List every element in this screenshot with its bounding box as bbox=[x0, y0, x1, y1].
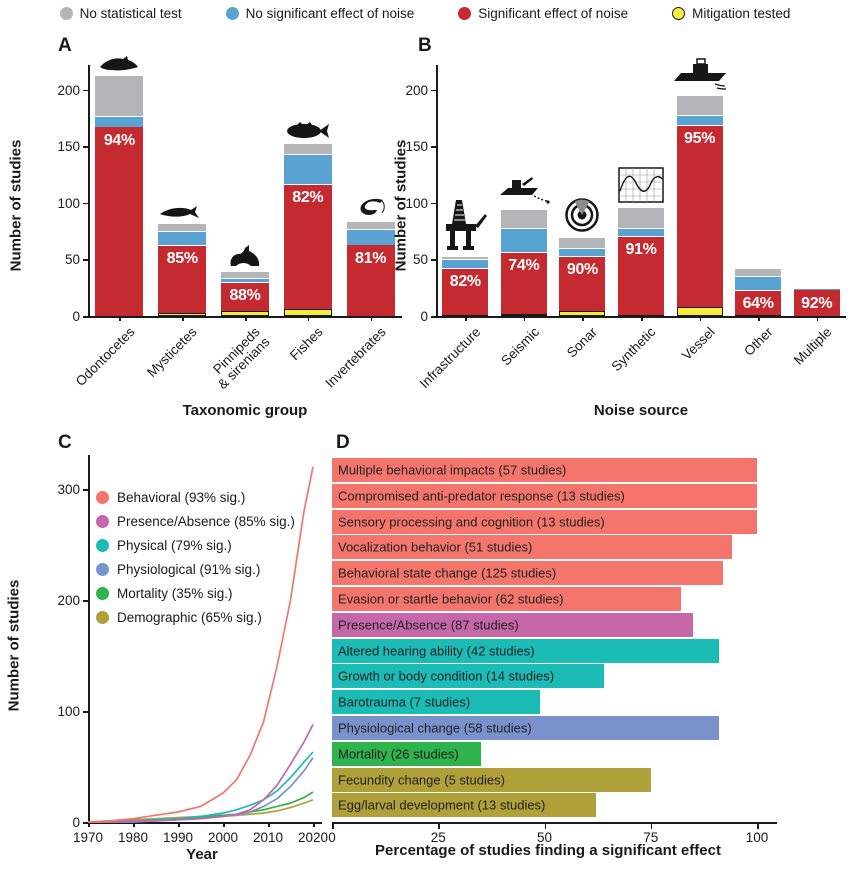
hbar-label: Altered hearing ability (42 studies) bbox=[338, 643, 535, 659]
x-category-label: Pinnipeds & sirenians bbox=[210, 324, 273, 393]
hbar-physical bbox=[332, 664, 604, 688]
x-category-label: Fishes bbox=[286, 324, 326, 364]
sonar-icon bbox=[550, 197, 614, 233]
x-category-label: Infrastructure bbox=[416, 324, 484, 392]
x-category-label: Other bbox=[741, 324, 777, 359]
y-tick-label: 200 bbox=[57, 82, 80, 98]
x-tick-mark bbox=[524, 316, 526, 321]
x-category-label: Vessel bbox=[678, 324, 718, 364]
legend-item-significant bbox=[458, 6, 628, 21]
line-series-presence bbox=[88, 724, 313, 822]
seismic-vessel-icon bbox=[492, 175, 556, 205]
legend-item-label: No statistical test bbox=[79, 6, 182, 21]
panel-a-label: A bbox=[58, 35, 72, 56]
x-tick-mark bbox=[308, 316, 310, 321]
legend-item-mitigation bbox=[672, 6, 790, 21]
y-tick-mark bbox=[83, 316, 88, 318]
hbar-demographic bbox=[332, 768, 651, 792]
y-tick-label: 0 bbox=[72, 309, 80, 324]
panel-d-significant-effect-chart bbox=[330, 430, 850, 871]
bar-segment-mitigation bbox=[284, 309, 332, 316]
presence-legend-dot bbox=[96, 515, 109, 528]
hbar-behavioral bbox=[332, 587, 681, 611]
behavioral-legend-dot bbox=[96, 491, 109, 504]
y-tick-label: 0 bbox=[72, 815, 80, 830]
series-legend-item-demographic bbox=[96, 610, 262, 625]
y-axis-line bbox=[88, 65, 90, 318]
x-tick-label: 1990 bbox=[162, 830, 194, 845]
x-tick-mark bbox=[545, 824, 547, 829]
bar-pct-label: 82% bbox=[292, 188, 324, 206]
oil-platform-icon bbox=[433, 200, 497, 252]
x-axis-line bbox=[332, 822, 777, 824]
bar-segment-significant bbox=[677, 125, 723, 307]
no_effect-legend-dot bbox=[226, 7, 239, 20]
panel-b-y-axis-title: Number of studies bbox=[392, 139, 410, 272]
series-legend-label: Presence/Absence (85% sig.) bbox=[117, 514, 295, 529]
x-tick-mark bbox=[332, 824, 334, 829]
x-tick-label: 2000 bbox=[207, 830, 239, 845]
whale-icon bbox=[150, 206, 214, 219]
x-tick-mark bbox=[758, 316, 760, 321]
bar-segment-no_effect bbox=[677, 115, 723, 125]
physiological-legend-dot bbox=[96, 563, 109, 576]
x-category-label: Synthetic bbox=[609, 324, 659, 375]
y-tick-mark bbox=[431, 259, 436, 261]
bar-segment-no_test bbox=[794, 287, 840, 288]
bar-pct-label: 92% bbox=[801, 294, 833, 312]
hbar-label: Presence/Absence (87 studies) bbox=[338, 617, 519, 633]
bar-segment-no_test bbox=[284, 143, 332, 154]
bar-segment-no_effect bbox=[442, 259, 488, 268]
y-tick-label: 100 bbox=[57, 704, 80, 719]
hbar-label: Mortality (26 studies) bbox=[338, 746, 459, 762]
y-tick-label: 150 bbox=[57, 139, 80, 155]
bar-segment-no_test bbox=[221, 271, 269, 278]
hbar-label: Compromised anti-predator response (13 studies) bbox=[338, 488, 625, 504]
x-category-label: Mysticetes bbox=[144, 324, 201, 380]
seal-icon bbox=[213, 245, 277, 267]
bar-pct-label: 64% bbox=[742, 294, 774, 312]
panel-b-noise-source-chart bbox=[392, 35, 850, 431]
bar-pct-label: 91% bbox=[625, 240, 657, 258]
hbar-presence bbox=[332, 613, 693, 637]
x-tick-mark bbox=[119, 316, 121, 321]
series-legend-label: Demographic (65% sig.) bbox=[117, 610, 262, 625]
bar-segment-no_test bbox=[677, 95, 723, 114]
x-category-label: Sonar bbox=[564, 324, 601, 361]
y-tick-mark bbox=[431, 146, 436, 148]
bar-pct-label: 94% bbox=[103, 132, 135, 150]
panel-d-x-axis-title: Percentage of studies finding a significant effect bbox=[375, 842, 721, 859]
physical-legend-dot bbox=[96, 539, 109, 552]
x-tick-mark bbox=[182, 316, 184, 321]
hbar-label: Evasion or startle behavior (62 studies) bbox=[338, 591, 564, 607]
x-tick-mark bbox=[651, 824, 653, 829]
y-tick-label: 50 bbox=[412, 252, 428, 268]
hbar-physical bbox=[332, 690, 540, 714]
y-tick-label: 200 bbox=[405, 82, 428, 98]
x-tick-label: 75 bbox=[643, 830, 659, 845]
y-tick-mark bbox=[83, 203, 88, 205]
bar-segment-significant bbox=[95, 127, 143, 316]
legend-item-label: Significant effect of noise bbox=[478, 6, 629, 21]
hbar-label: Barotrauma (7 studies) bbox=[338, 694, 471, 710]
bar-pct-label: 85% bbox=[166, 249, 198, 267]
x-tick-label: 1980 bbox=[117, 830, 149, 845]
series-legend-item-behavioral bbox=[96, 490, 245, 505]
bar-segment-mitigation bbox=[677, 307, 723, 316]
y-tick-label: 300 bbox=[57, 482, 80, 497]
hbar-physiological bbox=[332, 716, 719, 740]
y-tick-mark bbox=[431, 90, 436, 92]
bar-pct-label: 90% bbox=[566, 261, 598, 279]
x-tick-mark bbox=[465, 316, 467, 321]
bar-segment-no_effect bbox=[158, 231, 206, 245]
legend-item-label: No significant effect of noise bbox=[245, 6, 415, 21]
y-tick-label: 100 bbox=[405, 195, 428, 211]
series-legend-item-presence bbox=[96, 514, 295, 529]
x-tick-label: 25 bbox=[430, 830, 446, 845]
series-legend-label: Behavioral (93% sig.) bbox=[117, 490, 246, 505]
panel-a-taxonomic-group-chart bbox=[0, 35, 410, 431]
bar-segment-no_effect bbox=[95, 116, 143, 127]
panel-c-x-axis-title: Year bbox=[186, 846, 218, 863]
hbar-behavioral bbox=[332, 458, 757, 482]
panel-b-label: B bbox=[418, 35, 432, 56]
legend-item-no_effect bbox=[226, 6, 415, 21]
panel-c-studies-over-time-chart bbox=[0, 430, 330, 871]
bar-segment-no_effect bbox=[347, 229, 395, 245]
panel-a-y-axis-title: Number of studies bbox=[7, 139, 25, 272]
x-category-label: Seismic bbox=[497, 324, 542, 369]
hbar-label: Sensory processing and cognition (13 studies) bbox=[338, 514, 605, 530]
panel-c-label: C bbox=[58, 432, 72, 453]
y-tick-label: 0 bbox=[420, 309, 428, 324]
y-tick-mark bbox=[83, 90, 88, 92]
bar-segment-no_effect bbox=[559, 248, 605, 256]
bar-pct-label: 81% bbox=[355, 249, 387, 267]
fish-icon bbox=[276, 122, 340, 139]
hbar-physical bbox=[332, 639, 719, 663]
x-tick-mark bbox=[582, 316, 584, 321]
x-tick-label: 2020 bbox=[297, 830, 329, 845]
hbar-behavioral bbox=[332, 535, 732, 559]
bar-segment-no_test bbox=[158, 223, 206, 231]
bar-segment-no_test bbox=[347, 221, 395, 229]
panel-c-y-axis-title: Number of studies bbox=[5, 579, 23, 712]
hbar-behavioral bbox=[332, 484, 757, 508]
y-tick-label: 50 bbox=[64, 252, 80, 268]
demographic-legend-dot bbox=[96, 611, 109, 624]
x-tick-mark bbox=[641, 316, 643, 321]
bar-pct-label: 88% bbox=[229, 287, 261, 305]
legend-item-no_test bbox=[60, 6, 182, 21]
hbar-behavioral bbox=[332, 561, 723, 585]
dolphin-icon bbox=[87, 56, 151, 71]
x-tick-label: 50 bbox=[536, 830, 553, 845]
no_test-legend-dot bbox=[60, 7, 73, 20]
hbar-label: Egg/larval development (13 studies) bbox=[338, 797, 546, 813]
bar-segment-no_test bbox=[735, 268, 781, 276]
bar-segment-no_test bbox=[95, 75, 143, 116]
x-tick-label: 0 bbox=[328, 830, 336, 845]
bar-segment-no_test bbox=[559, 237, 605, 248]
bar-segment-no_test bbox=[501, 209, 547, 228]
bar-segment-no_effect bbox=[284, 154, 332, 183]
x-tick-mark bbox=[757, 824, 759, 829]
x-category-label: Invertebrates bbox=[322, 324, 389, 391]
bar-pct-label: 82% bbox=[449, 273, 481, 291]
hbar-label: Behavioral state change (125 studies) bbox=[338, 565, 557, 581]
hbar-label: Growth or body condition (14 studies) bbox=[338, 668, 555, 684]
y-tick-mark bbox=[83, 259, 88, 261]
hbar-label: Fecundity change (5 studies) bbox=[338, 772, 505, 788]
vessel-icon bbox=[668, 57, 732, 91]
series-legend-item-physiological bbox=[96, 562, 260, 577]
series-legend-label: Mortality (35% sig.) bbox=[117, 586, 233, 601]
x-tick-mark bbox=[245, 316, 247, 321]
y-tick-label: 150 bbox=[405, 139, 428, 155]
series-legend-item-mortality bbox=[96, 586, 233, 601]
x-tick-mark bbox=[817, 316, 819, 321]
x-tick-mark bbox=[438, 824, 440, 829]
bar-segment-no_effect bbox=[794, 288, 840, 290]
hbar-label: Physiological change (58 studies) bbox=[338, 720, 532, 736]
hbar-label: Multiple behavioral impacts (57 studies) bbox=[338, 462, 567, 478]
bar-segment-no_test bbox=[618, 207, 664, 227]
waveform-icon bbox=[609, 167, 673, 203]
hbar-label: Vocalization behavior (51 studies) bbox=[338, 539, 533, 555]
x-tick-mark bbox=[371, 316, 373, 321]
series-legend-label: Physiological (91% sig.) bbox=[117, 562, 261, 577]
panel-b-x-axis-title: Noise source bbox=[593, 402, 689, 419]
series-legend-item-physical bbox=[96, 538, 232, 553]
x-category-label: Multiple bbox=[791, 324, 835, 368]
line-series-physical bbox=[88, 752, 313, 822]
bar-segment-no_test bbox=[442, 256, 488, 259]
bar-pct-label: 95% bbox=[684, 129, 716, 147]
hbar-mortality bbox=[332, 742, 481, 766]
y-tick-label: 100 bbox=[57, 195, 80, 211]
bar-segment-no_effect bbox=[735, 276, 781, 290]
panel-d-label: D bbox=[336, 432, 350, 453]
panel-a-x-axis-title: Taxonomic group bbox=[182, 402, 308, 419]
y-tick-mark bbox=[83, 146, 88, 148]
series-legend-label: Physical (79% sig.) bbox=[117, 538, 232, 553]
x-tick-label: 2010 bbox=[252, 830, 284, 845]
bar-segment-no_effect bbox=[618, 228, 664, 236]
stack-legend bbox=[0, 6, 850, 21]
significant-legend-dot bbox=[458, 7, 471, 20]
y-tick-mark bbox=[431, 316, 436, 318]
hbar-behavioral bbox=[332, 510, 757, 534]
x-tick-mark bbox=[700, 316, 702, 321]
legend-item-label: Mitigation tested bbox=[692, 6, 791, 21]
mitigation-legend-dot bbox=[672, 7, 685, 20]
x-tick-label: 100 bbox=[745, 830, 769, 845]
bar-segment-no_effect bbox=[221, 278, 269, 283]
bar-pct-label: 74% bbox=[508, 256, 540, 274]
hbar-demographic bbox=[332, 793, 596, 817]
y-tick-label: 200 bbox=[57, 593, 80, 608]
mortality-legend-dot bbox=[96, 587, 109, 600]
x-category-label: Odontocetes bbox=[72, 324, 138, 390]
bar-segment-no_effect bbox=[501, 228, 547, 252]
x-tick-label: 1970 bbox=[72, 830, 104, 845]
y-axis-line bbox=[436, 65, 438, 318]
